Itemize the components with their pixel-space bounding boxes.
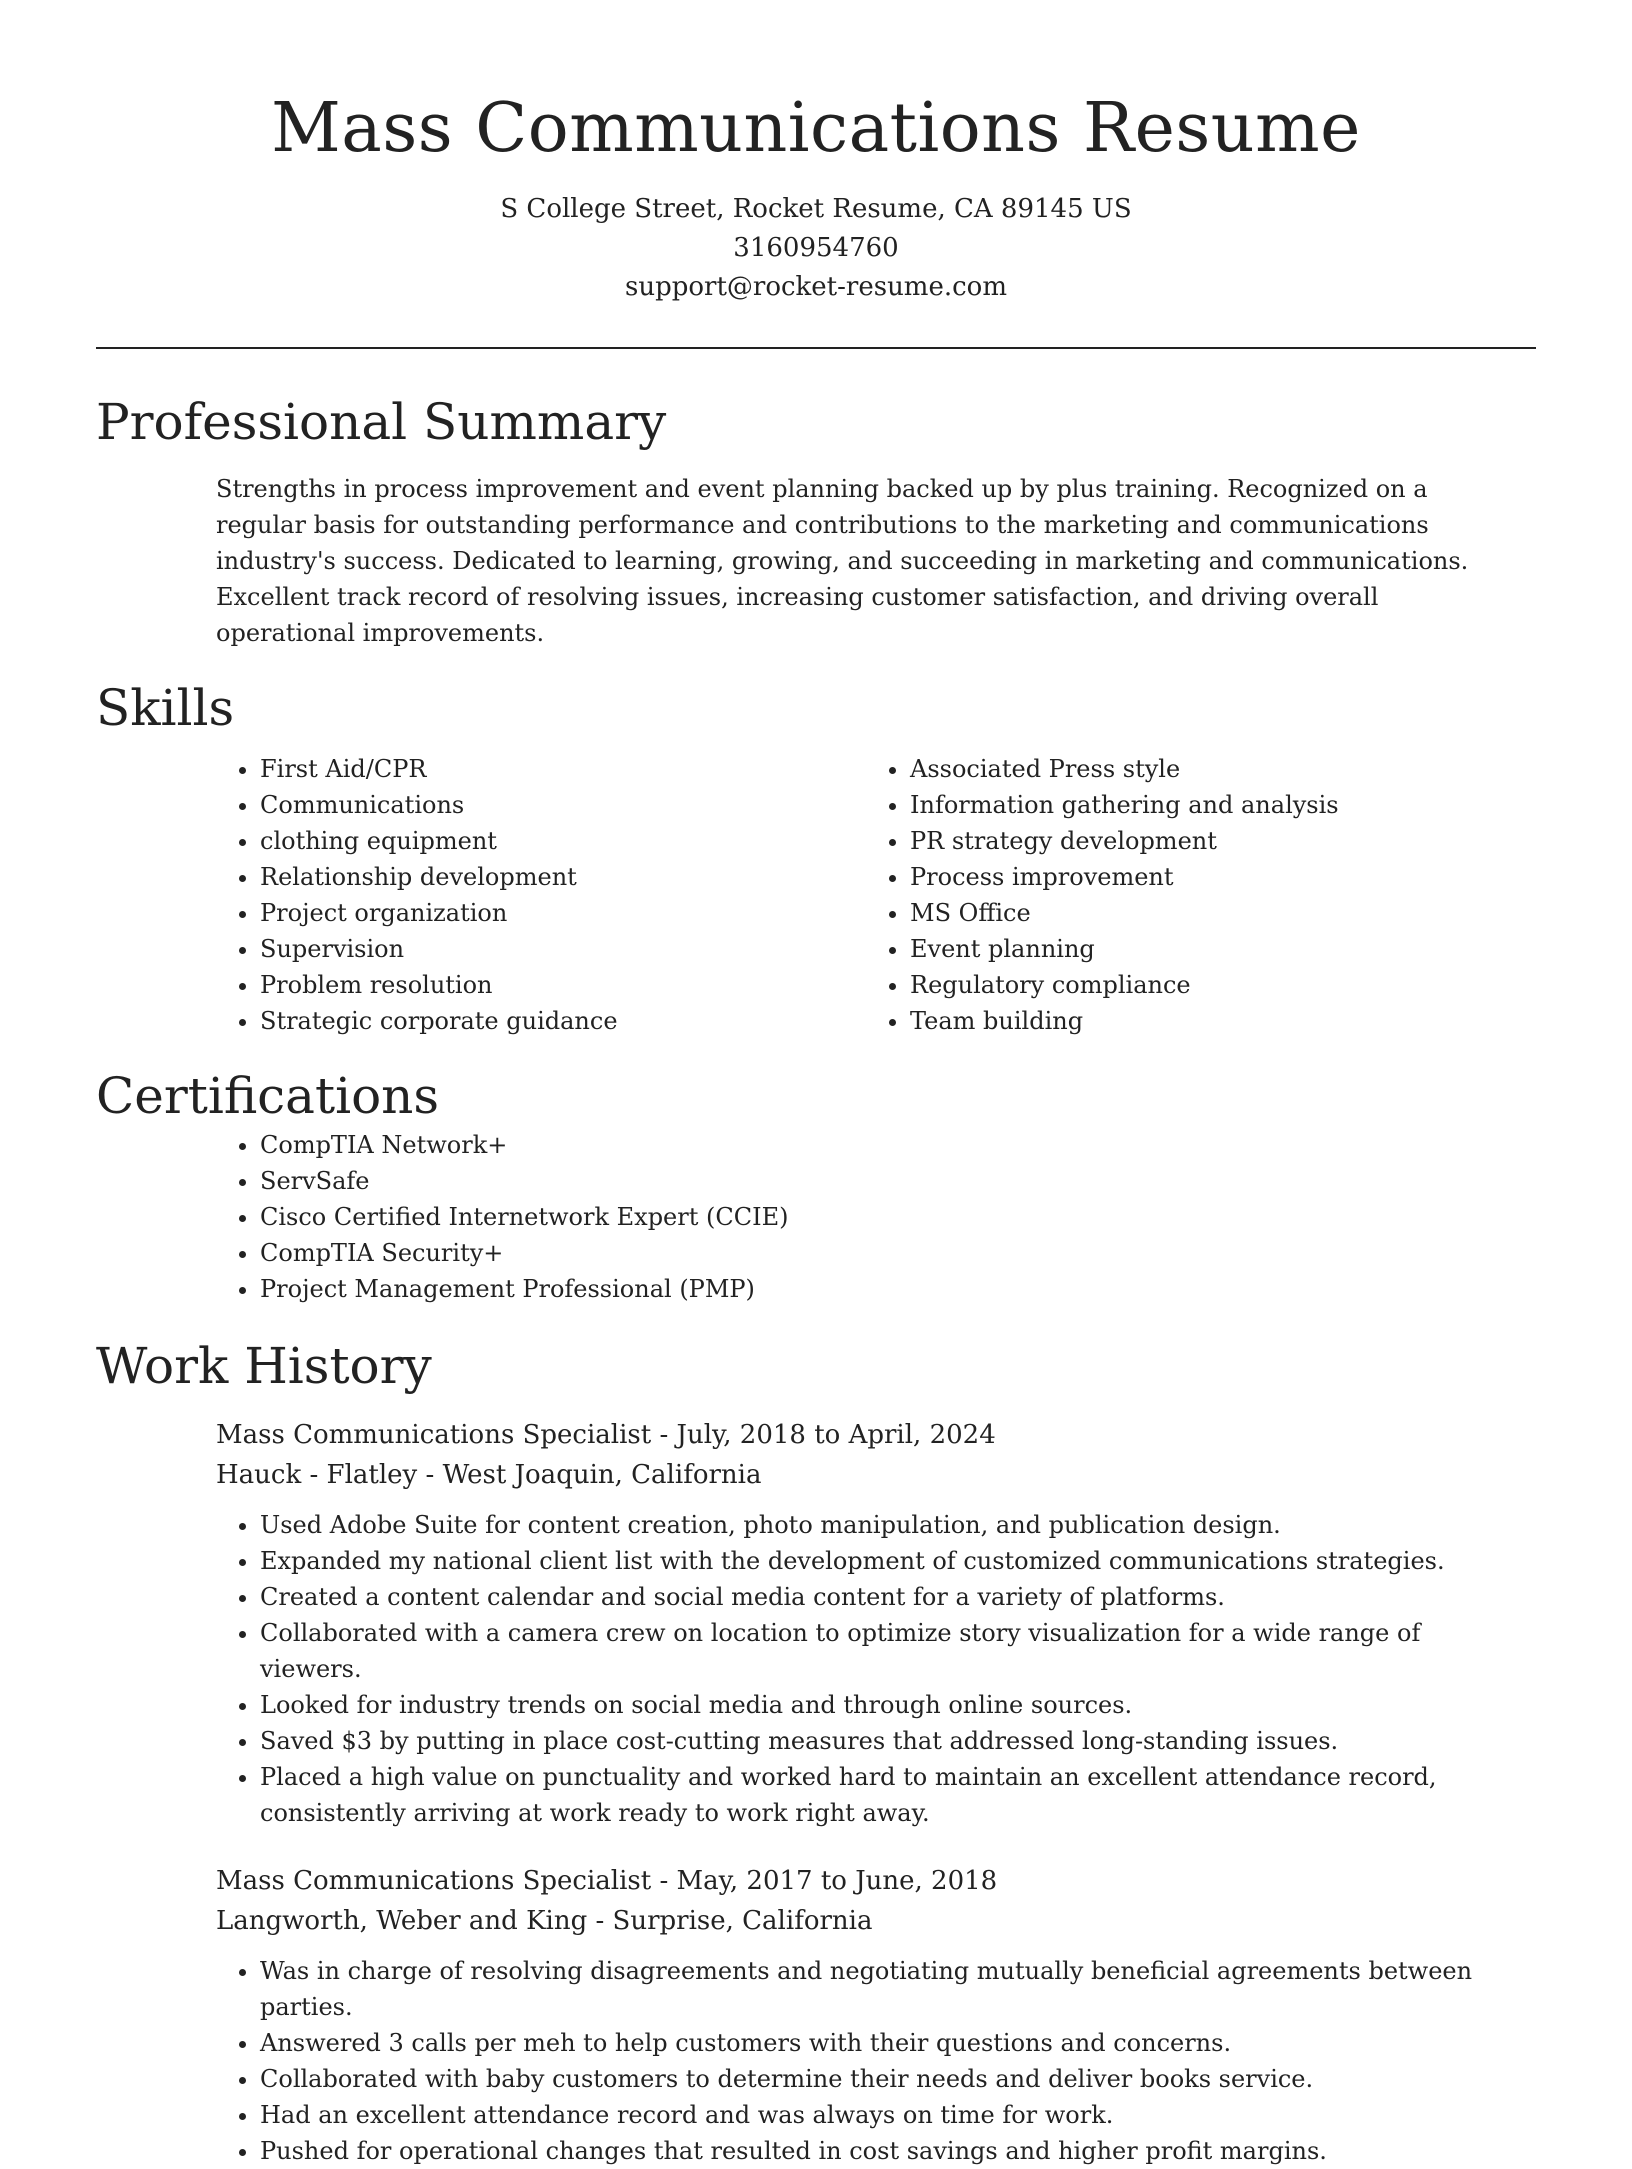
job-title: Mass Communications Specialist bbox=[216, 1420, 652, 1450]
job-dates: - July, 2018 to April, 2024 bbox=[651, 1420, 996, 1450]
job-bullets bbox=[216, 1507, 1520, 1831]
skill-item: • Communications bbox=[260, 787, 910, 823]
skill-item: • Supervision bbox=[260, 931, 910, 967]
job-bullet: • Had an excellent attendance record and was always on time for work. bbox=[260, 2097, 1520, 2133]
skill-item: • Project organization bbox=[260, 895, 910, 931]
skill-item: • Strategic corporate guidance bbox=[260, 1003, 910, 1039]
job-bullet: • Expanded my national client list with the development of customized communications strategies. bbox=[260, 1543, 1520, 1579]
job-location: - Surprise, California bbox=[587, 1906, 873, 1936]
skill-item: • Team building bbox=[910, 1003, 1339, 1039]
job-entry bbox=[216, 1861, 1536, 2169]
certification-item: • Cisco Certified Internetwork Expert (CCIE) bbox=[260, 1199, 1536, 1235]
skill-item: • Associated Press style bbox=[910, 751, 1339, 787]
phone-text: 3160954760 bbox=[733, 233, 899, 263]
certification-item: • CompTIA Security+ bbox=[260, 1235, 1536, 1271]
skill-item: • Relationship development bbox=[260, 859, 910, 895]
skill-item: • clothing equipment bbox=[260, 823, 910, 859]
address-text: S College Street, Rocket Resume, CA 89145 US bbox=[500, 194, 1132, 224]
job-company-line bbox=[216, 1455, 1536, 1495]
job-bullet: • Collaborated with baby customers to determine their needs and deliver books service. bbox=[260, 2061, 1520, 2097]
job-dates: - May, 2017 to June, 2018 bbox=[651, 1866, 998, 1896]
certifications-list bbox=[96, 1127, 1536, 1307]
certification-item: • CompTIA Network+ bbox=[260, 1127, 1536, 1163]
skill-item: • PR strategy development bbox=[910, 823, 1339, 859]
skill-item: • MS Office bbox=[910, 895, 1339, 931]
skills-list-right bbox=[910, 751, 1339, 1039]
skills-list-left bbox=[96, 751, 910, 1039]
job-title-line bbox=[216, 1415, 1536, 1455]
certifications-heading: Certifications bbox=[96, 1067, 440, 1125]
certification-item: • Project Management Professional (PMP) bbox=[260, 1271, 1536, 1307]
job-bullet: • Answered 3 calls per meh to help customers with their questions and concerns. bbox=[260, 2025, 1520, 2061]
job-bullet: • Looked for industry trends on social media and through online sources. bbox=[260, 1687, 1520, 1723]
job-company: Langworth, Weber and King bbox=[216, 1906, 588, 1936]
job-bullet: • Was in charge of resolving disagreements and negotiating mutually beneficial agreements between parties. bbox=[260, 1953, 1520, 2025]
skills-heading: Skills bbox=[96, 679, 235, 737]
skill-item: • Event planning bbox=[910, 931, 1339, 967]
work-history-heading: Work History bbox=[96, 1337, 432, 1395]
skill-item: • First Aid/CPR bbox=[260, 751, 910, 787]
resume-page bbox=[96, 0, 1536, 2169]
header-divider bbox=[96, 347, 1536, 349]
contact-block bbox=[96, 190, 1536, 307]
skill-item: • Problem resolution bbox=[260, 967, 910, 1003]
job-bullet: • Placed a high value on punctuality and worked hard to maintain an excellent attendance record, consistently arriving at work ready to work right away. bbox=[260, 1759, 1520, 1831]
job-bullet: • Saved $3 by putting in place cost-cutting measures that addressed long-standing issues. bbox=[260, 1723, 1520, 1759]
job-title: Mass Communications Specialist bbox=[216, 1866, 652, 1896]
summary-heading: Professional Summary bbox=[96, 393, 667, 451]
job-title-line bbox=[216, 1861, 1536, 1901]
job-company-line bbox=[216, 1901, 1536, 1941]
job-entry bbox=[216, 1415, 1536, 1831]
skill-item: • Regulatory compliance bbox=[910, 967, 1339, 1003]
job-bullets bbox=[216, 1953, 1520, 2169]
skill-item: • Process improvement bbox=[910, 859, 1339, 895]
job-bullet: • Collaborated with a camera crew on location to optimize story visualization for a wide range of viewers. bbox=[260, 1615, 1520, 1687]
job-bullet: • Created a content calendar and social media content for a variety of platforms. bbox=[260, 1579, 1520, 1615]
skill-item: • Information gathering and analysis bbox=[910, 787, 1339, 823]
job-location: - West Joaquin, California bbox=[417, 1460, 762, 1490]
resume-title: Mass Communications Resume bbox=[271, 89, 1361, 168]
email-text: support@rocket-resume.com bbox=[624, 272, 1007, 302]
summary-text: Strengths in process improvement and event planning backed up by plus training. Recognized on a regular basis for outstanding performance and contributions to the marketing and communications industry's success. Dedicated to learning, growing, and succeeding in marketing and communications. Excellent track record of resolving issues, increasing customer satisfaction, and driving overall operational improvements. bbox=[216, 475, 1469, 647]
job-company: Hauck - Flatley bbox=[216, 1460, 418, 1490]
skills-columns bbox=[96, 751, 1536, 1039]
job-bullet: • Used Adobe Suite for content creation, photo manipulation, and publication design. bbox=[260, 1507, 1520, 1543]
job-bullet: • Pushed for operational changes that resulted in cost savings and higher profit margins. bbox=[260, 2133, 1520, 2169]
certification-item: • ServSafe bbox=[260, 1163, 1536, 1199]
